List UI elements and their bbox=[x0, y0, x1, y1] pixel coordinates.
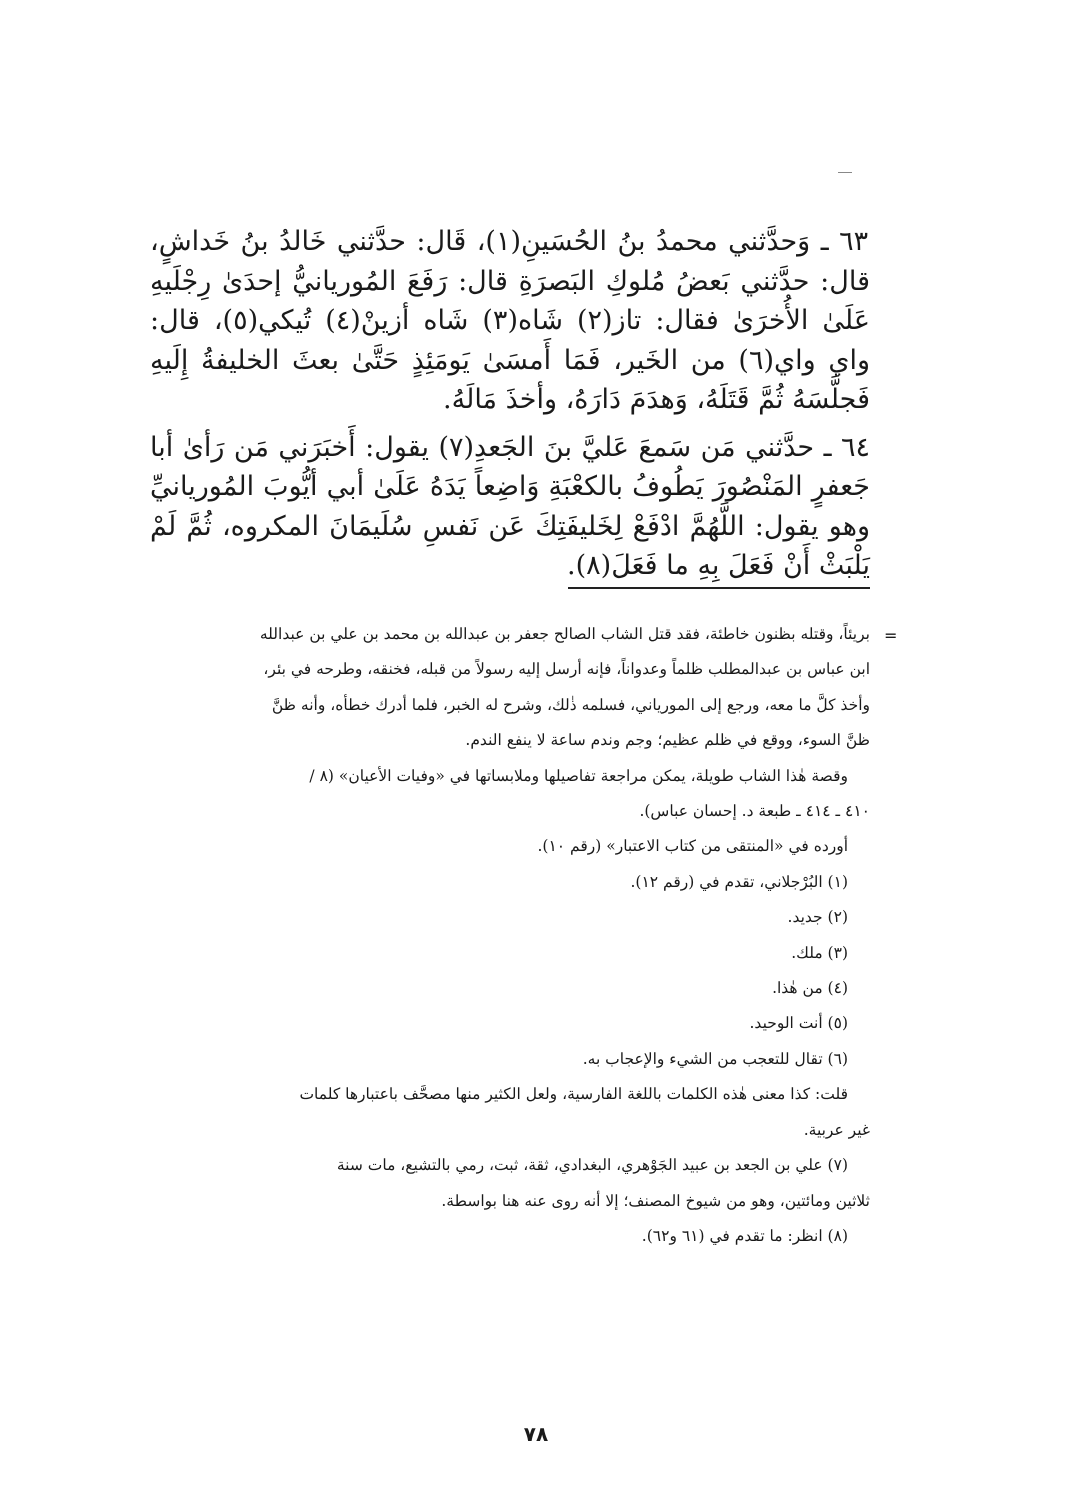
text-line: المَنْصُورَ يَطُوفُ بالكعْبَةِ وَاضِعاً يَدَهُ عَلَىٰ أبي أيُّوبَ المُوريانيِّ وهو يقول: اللَّهُمَّ bbox=[150, 471, 870, 542]
text-line: ٦٣ ـ وَحدَّثني محمدُ بنُ الحُسَينِ(١)، قَال: حدَّثني خَالدُ بنُ خَداشٍ، bbox=[150, 226, 869, 257]
paragraph-63 bbox=[150, 222, 870, 420]
paragraph-64 bbox=[150, 428, 870, 586]
footnote-line: ٤١٠ ـ ٤١٤ ـ طبعة د. إحسان عباس). bbox=[639, 802, 870, 821]
footnote-1: (١) البُرْجلاني، تقدم في (رقم ١٢). bbox=[630, 872, 848, 891]
footnote-line: بريئاً، وقتله بظنون خاطئة، فقد قتل الشاب الصالح جعفر بن عبدالله بن محمد بن علي بن عبدالله bbox=[259, 625, 870, 643]
text-line: ادْفَعْ لِخَليفَتِكَ عَن نَفسِ سُلَيمَانَ المكروه، ثُمَّ لَمْ يَلْبَثْ أَنْ فَعَلَ بِهِ ما فَعَلَ(٨). bbox=[150, 510, 870, 581]
footnote-8: (٨) انظر: ما تقدم في (٦١ و٦٢). bbox=[641, 1226, 848, 1245]
footnote-3: (٣) ملك. bbox=[791, 943, 848, 962]
text-line: قال: حدَّثني بَعضُ مُلوكِ البَصرَةِ قال: رَفَعَ المُوريانيُّ إحدَىٰ رِجْلَيهِ عَلَىٰ bbox=[150, 265, 870, 336]
text-line: ٦٤ ـ حدَّثني مَن سَمعَ عَليَّ بنَ الجَعدِ(٧) يقول: أَخبَرَني مَن رَأىٰ أبا جَعفرٍ bbox=[150, 431, 871, 502]
footnote-line: غير عربية. bbox=[803, 1120, 870, 1139]
footnote-line: وأخذ كلَّ ما معه، ورجع إلى المورياني، فسلمه ذٰلك، وشرح له الخبر، فلما أدرك خطأه، وأنه ظنَّ bbox=[271, 695, 870, 714]
footnote-7: (٧) علي بن الجعد بن عبيد الجَوْهري، البغدادي، ثقة، ثبت، رمي بالتشيع، مات سنة bbox=[336, 1156, 848, 1175]
footnote-line: ظنَّ السوء، ووقع في ظلم عظيم؛ وجم وندم ساعة لا ينفع الندم. bbox=[465, 731, 870, 750]
source-note: أورده في «المنتقى من كتاب الاعتبار» (رقم ١٠). bbox=[537, 837, 848, 856]
footnotes bbox=[150, 617, 870, 1254]
footnote-4: (٤) من هٰذا. bbox=[772, 979, 848, 998]
footnote-separator bbox=[568, 587, 870, 589]
footnote-6: (٦) تقال للتعجب من الشيء والإعجاب به. bbox=[582, 1049, 848, 1068]
footnote-line: ثلاثين ومائتين، وهو من شيوخ المصنف؛ إلا أنه روى عنه هنا بواسطة. bbox=[441, 1191, 870, 1210]
page-number: ٧٨ bbox=[523, 1422, 549, 1446]
text-line: الأُخرَىٰ فقال: تاز(٢) شَاه(٣) شَاه أزينْ(٤) تُيكي(٥)، قال: واي واي(٦) من الخَير، bbox=[150, 305, 870, 376]
text-line: فَمَا أَمسَىٰ يَومَئِذٍ حَتَّىٰ بعثَ الخليفةُ إِلَيهِ فَجلَّسَهُ ثُمَّ قَتَلَهُ، وَهدَمَ دَارَهُ، وأخذَ مَالَهُ. bbox=[150, 344, 870, 415]
footnote-line: ابن عباس بن عبدالمطلب ظلماً وعدواناً، فإنه أرسل إليه رسولاً من قبله، فخنقه، وطرحه في بئر، bbox=[263, 660, 870, 679]
main-text bbox=[150, 222, 870, 586]
footnote-line: وقصة هٰذا الشاب طويلة، يمكن مراجعة تفاصيلها وملابساتها في «وفيات الأعيان» (٨ / bbox=[309, 766, 848, 785]
footnote-2: (٢) جديد. bbox=[787, 908, 848, 927]
continuation-mark: = bbox=[884, 626, 898, 645]
header-tick-mark bbox=[838, 172, 852, 173]
footnote-5: (٥) أنت الوحيد. bbox=[749, 1014, 848, 1033]
footnote-remark: قلت: كذا معنى هٰذه الكلمات باللغة الفارسية، ولعل الكثير منها مصحَّف باعتبارها كلمات bbox=[299, 1085, 848, 1104]
